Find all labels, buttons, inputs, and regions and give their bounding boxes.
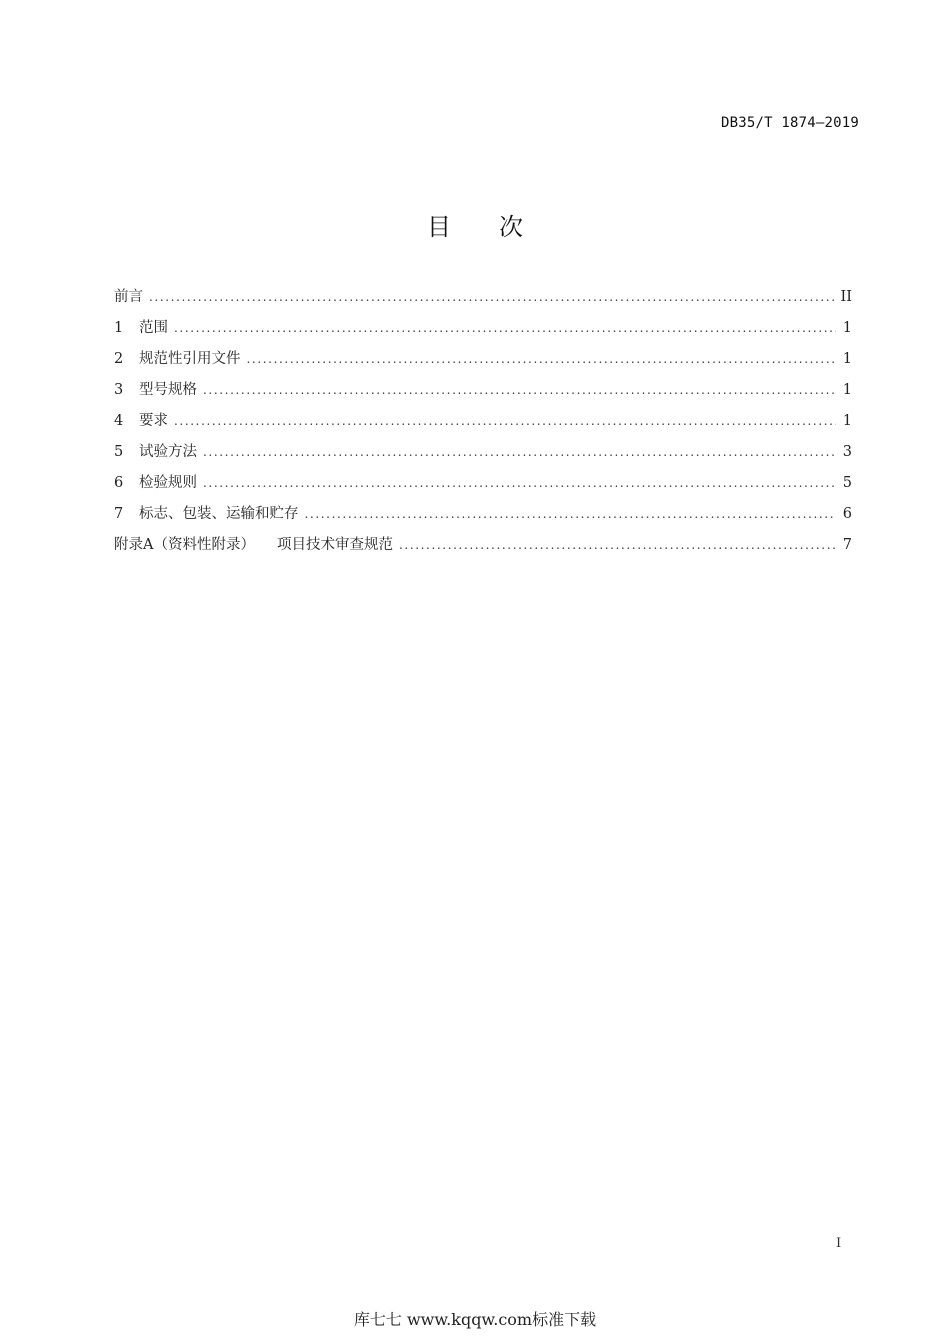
toc-entry-label: 检验规则 — [139, 475, 197, 491]
toc-entry-inspection-rules[interactable] — [114, 472, 852, 503]
page-title: 目次 — [427, 213, 571, 241]
toc-leader-dots — [203, 472, 836, 494]
toc-entry-number: 2 — [114, 351, 124, 367]
toc-leader-dots — [174, 317, 836, 339]
table-of-contents — [114, 286, 852, 565]
toc-entry-label: 型号规格 — [139, 382, 197, 398]
toc-entry-foreword[interactable] — [114, 286, 852, 317]
toc-entry-number: 6 — [114, 475, 124, 491]
toc-entry-requirements[interactable] — [114, 410, 852, 441]
toc-entry-test-methods[interactable] — [114, 441, 852, 472]
toc-entry-page: 3 — [842, 444, 852, 460]
toc-entry-label: 标志、包装、运输和贮存 — [139, 506, 299, 522]
toc-entry-scope[interactable] — [114, 317, 852, 348]
toc-entry-number: 7 — [114, 506, 124, 522]
toc-leader-dots — [399, 534, 836, 556]
toc-entry-normative-references[interactable] — [114, 348, 852, 379]
toc-entry-number: 1 — [114, 320, 124, 336]
toc-entry-page: 1 — [842, 320, 852, 336]
toc-leader-dots — [247, 348, 837, 370]
toc-entry-number: 3 — [114, 382, 124, 398]
toc-entry-page: 1 — [842, 382, 852, 398]
toc-entry-page: 6 — [842, 506, 852, 522]
footer-watermark: 库七七 www.kqqw.com标准下载 — [353, 1310, 597, 1329]
toc-entry-label: 前言 — [114, 289, 143, 305]
toc-entry-appendix-a[interactable] — [114, 534, 852, 565]
toc-entry-number: 5 — [114, 444, 124, 460]
toc-entry-page: 1 — [842, 351, 852, 367]
toc-entry-label: 试验方法 — [139, 444, 197, 460]
toc-leader-dots — [305, 503, 837, 525]
toc-entry-page: 5 — [842, 475, 852, 491]
toc-entry-label: 范围 — [139, 320, 168, 336]
toc-entry-number: 4 — [114, 413, 124, 429]
page-number: I — [836, 1236, 842, 1251]
toc-entry-page: 7 — [842, 537, 852, 553]
toc-entry-page: II — [840, 289, 852, 305]
toc-entry-subtitle: 项目技术审查规范 — [276, 537, 393, 553]
toc-entry-marking-packaging[interactable] — [114, 503, 852, 534]
toc-entry-page: 1 — [842, 413, 852, 429]
toc-entry-model-specifications[interactable] — [114, 379, 852, 410]
toc-entry-label: 规范性引用文件 — [139, 351, 241, 367]
document-code: DB35/T 1874—2019 — [720, 115, 859, 131]
toc-leader-dots — [203, 379, 836, 401]
toc-leader-dots — [174, 410, 836, 432]
toc-entry-label: 附录A（资料性附录） — [114, 537, 255, 553]
toc-leader-dots — [149, 286, 835, 308]
toc-entry-label: 要求 — [139, 413, 168, 429]
toc-leader-dots — [203, 441, 836, 463]
